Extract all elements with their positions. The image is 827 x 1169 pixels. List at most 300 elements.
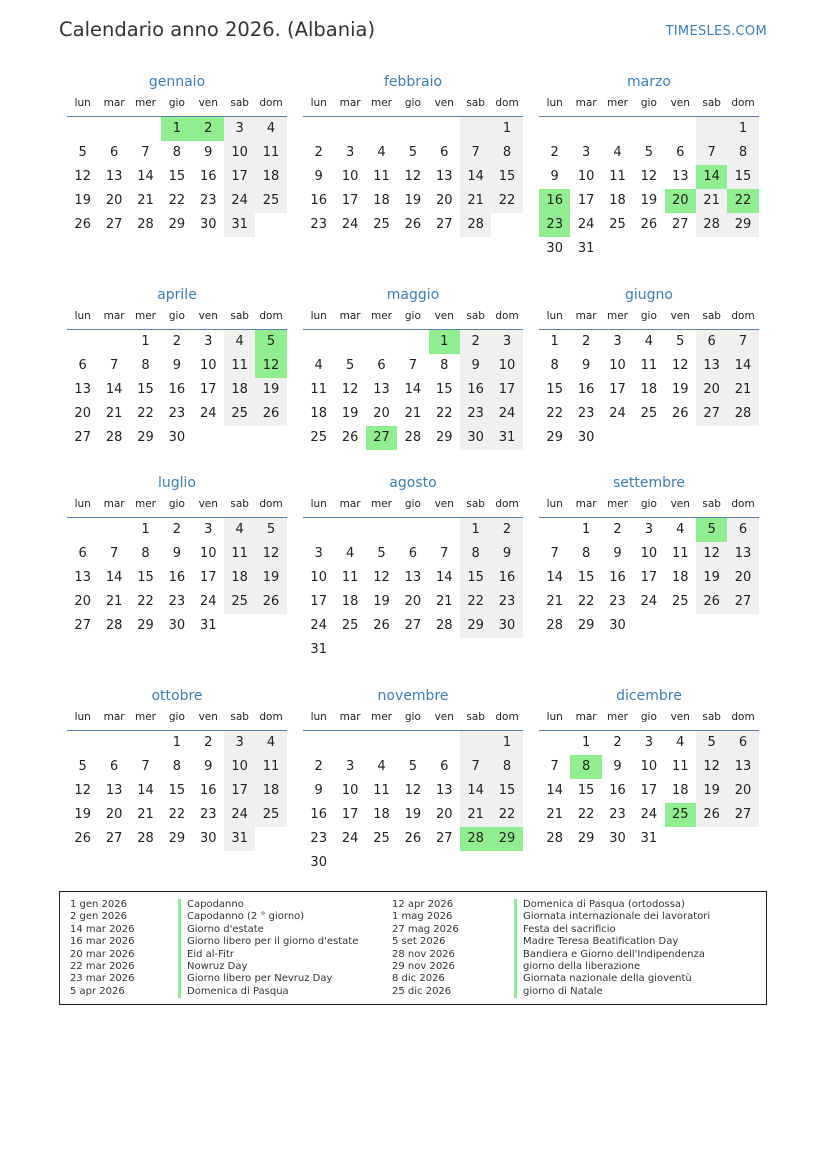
day-cell[interactable]: 12 — [404, 783, 422, 798]
day-cell[interactable]: 24 — [341, 831, 359, 846]
day-cell[interactable]: 23 — [199, 193, 217, 208]
day-cell[interactable]: 16 — [609, 570, 626, 585]
day-cell[interactable]: 29 — [137, 618, 154, 633]
day-cell[interactable]: 11 — [224, 354, 255, 378]
day-cell[interactable]: 23 — [609, 807, 626, 822]
day-cell[interactable]: 15 — [577, 570, 595, 585]
day-cell[interactable]: 18 — [255, 165, 286, 189]
day-cell[interactable]: 26 — [255, 590, 286, 614]
day-cell[interactable]: 17 — [577, 193, 595, 208]
day-cell[interactable]: 31 — [199, 618, 217, 633]
day-cell[interactable]: 10 — [609, 358, 626, 373]
day-cell[interactable]: 15 — [137, 570, 154, 585]
day-cell[interactable]: 18 — [341, 594, 359, 609]
day-cell[interactable]: 30 — [577, 430, 595, 445]
day-cell[interactable]: 17 — [491, 378, 522, 402]
day-cell[interactable]: 28 — [727, 402, 758, 426]
day-cell[interactable]: 12 — [404, 169, 422, 184]
day-cell[interactable]: 13 — [373, 382, 390, 397]
day-cell[interactable]: 2 — [581, 334, 591, 349]
day-cell[interactable]: 5 — [78, 145, 87, 160]
day-cell[interactable]: 29 — [137, 430, 154, 445]
day-cell[interactable]: 21 — [105, 594, 123, 609]
day-cell[interactable]: 11 — [255, 755, 286, 779]
day-cell[interactable]: 22 — [491, 189, 522, 213]
day-cell[interactable]: 11 — [310, 382, 327, 397]
day-cell[interactable]: 20 — [74, 594, 91, 609]
day-cell[interactable]: 28 — [105, 618, 123, 633]
day-cell[interactable]: 23 — [310, 217, 327, 232]
day-cell[interactable]: 22 — [435, 406, 453, 421]
day-cell[interactable]: 26 — [404, 831, 422, 846]
day-cell[interactable]: 18 — [255, 779, 286, 803]
day-cell[interactable]: 22 — [577, 594, 595, 609]
day-cell[interactable]: 28 — [696, 213, 727, 237]
day-cell[interactable]: 13 — [105, 783, 123, 798]
day-cell[interactable]: 11 — [224, 542, 255, 566]
day-cell[interactable]: 8 — [581, 546, 591, 561]
day-cell[interactable]: 19 — [671, 382, 689, 397]
day-cell[interactable]: 18 — [224, 378, 255, 402]
day-cell[interactable]: 1 — [429, 330, 460, 354]
day-cell[interactable]: 14 — [727, 354, 758, 378]
day-cell[interactable]: 10 — [640, 546, 658, 561]
day-cell[interactable]: 3 — [613, 334, 622, 349]
day-cell[interactable]: 21 — [546, 594, 563, 609]
day-cell[interactable]: 17 — [310, 594, 327, 609]
day-cell[interactable]: 18 — [373, 807, 390, 822]
day-cell[interactable]: 8 — [440, 358, 449, 373]
day-cell[interactable]: 27 — [105, 217, 123, 232]
day-cell[interactable]: 5 — [644, 145, 653, 160]
day-cell[interactable]: 4 — [613, 145, 622, 160]
day-cell[interactable]: 27 — [727, 590, 758, 614]
day-cell[interactable]: 19 — [404, 193, 422, 208]
day-cell[interactable]: 19 — [696, 566, 727, 590]
day-cell[interactable]: 24 — [310, 618, 327, 633]
day-cell[interactable]: 26 — [640, 217, 658, 232]
day-cell[interactable]: 13 — [727, 755, 758, 779]
day-cell[interactable]: 12 — [640, 169, 658, 184]
day-cell[interactable]: 3 — [224, 117, 255, 141]
day-cell[interactable]: 6 — [727, 518, 758, 542]
day-cell[interactable]: 14 — [696, 165, 727, 189]
day-cell[interactable]: 25 — [373, 217, 390, 232]
day-cell[interactable]: 4 — [345, 546, 355, 561]
day-cell[interactable]: 24 — [609, 406, 626, 421]
day-cell[interactable]: 17 — [199, 382, 217, 397]
day-cell[interactable]: 7 — [141, 759, 150, 774]
day-cell[interactable]: 21 — [137, 807, 154, 822]
day-cell[interactable]: 9 — [314, 169, 323, 184]
day-cell[interactable]: 26 — [74, 831, 91, 846]
day-cell[interactable]: 20 — [435, 193, 453, 208]
day-cell[interactable]: 29 — [491, 827, 522, 851]
day-cell[interactable]: 18 — [640, 382, 658, 397]
day-cell[interactable]: 16 — [310, 193, 327, 208]
day-cell[interactable]: 2 — [172, 334, 181, 349]
day-cell[interactable]: 22 — [168, 807, 186, 822]
day-cell[interactable]: 30 — [609, 618, 626, 633]
day-cell[interactable]: 6 — [440, 759, 449, 774]
day-cell[interactable]: 1 — [581, 522, 591, 537]
day-cell[interactable]: 5 — [408, 759, 417, 774]
day-cell[interactable]: 17 — [199, 570, 217, 585]
day-cell[interactable]: 4 — [255, 731, 286, 755]
day-cell[interactable]: 12 — [255, 542, 286, 566]
day-cell[interactable]: 5 — [78, 759, 87, 774]
day-cell[interactable]: 25 — [671, 594, 689, 609]
day-cell[interactable]: 22 — [727, 189, 758, 213]
day-cell[interactable]: 22 — [137, 594, 154, 609]
day-cell[interactable]: 9 — [460, 354, 491, 378]
day-cell[interactable]: 17 — [224, 779, 255, 803]
day-cell[interactable]: 8 — [570, 755, 601, 779]
day-cell[interactable]: 23 — [199, 807, 217, 822]
day-cell[interactable]: 23 — [539, 213, 570, 237]
day-cell[interactable]: 2 — [193, 117, 224, 141]
day-cell[interactable]: 10 — [341, 783, 359, 798]
day-cell[interactable]: 28 — [435, 618, 453, 633]
day-cell[interactable]: 13 — [727, 542, 758, 566]
day-cell[interactable]: 13 — [696, 354, 727, 378]
day-cell[interactable]: 19 — [640, 193, 658, 208]
day-cell[interactable]: 14 — [546, 570, 563, 585]
day-cell[interactable]: 1 — [161, 117, 192, 141]
day-cell[interactable]: 26 — [341, 430, 359, 445]
day-cell[interactable]: 29 — [546, 430, 563, 445]
day-cell[interactable]: 25 — [341, 618, 359, 633]
day-cell[interactable]: 18 — [671, 783, 689, 798]
day-cell[interactable]: 12 — [373, 570, 390, 585]
day-cell[interactable]: 11 — [609, 169, 626, 184]
day-cell[interactable]: 1 — [141, 522, 150, 537]
day-cell[interactable]: 17 — [640, 570, 658, 585]
day-cell[interactable]: 2 — [314, 145, 323, 160]
day-cell[interactable]: 30 — [609, 831, 626, 846]
day-cell[interactable]: 7 — [408, 358, 417, 373]
day-cell[interactable]: 29 — [168, 217, 186, 232]
day-cell[interactable]: 28 — [137, 831, 154, 846]
site-link[interactable]: TIMESLES.COM — [665, 24, 767, 39]
day-cell[interactable]: 1 — [172, 735, 181, 750]
day-cell[interactable]: 22 — [137, 406, 154, 421]
day-cell[interactable]: 14 — [435, 570, 453, 585]
day-cell[interactable]: 4 — [224, 330, 255, 354]
day-cell[interactable]: 8 — [727, 141, 758, 165]
day-cell[interactable]: 18 — [373, 193, 390, 208]
day-cell[interactable]: 31 — [491, 426, 522, 450]
day-cell[interactable]: 25 — [665, 803, 696, 827]
day-cell[interactable]: 16 — [199, 169, 217, 184]
day-cell[interactable]: 27 — [435, 217, 453, 232]
day-cell[interactable]: 14 — [460, 165, 491, 189]
day-cell[interactable]: 24 — [491, 402, 522, 426]
day-cell[interactable]: 23 — [460, 402, 491, 426]
day-cell[interactable]: 13 — [74, 570, 91, 585]
day-cell[interactable]: 7 — [550, 759, 559, 774]
day-cell[interactable]: 17 — [341, 807, 359, 822]
day-cell[interactable]: 28 — [137, 217, 154, 232]
day-cell[interactable]: 7 — [727, 330, 758, 354]
day-cell[interactable]: 5 — [696, 518, 727, 542]
day-cell[interactable]: 7 — [550, 546, 559, 561]
day-cell[interactable]: 1 — [491, 117, 522, 141]
day-cell[interactable]: 17 — [341, 193, 359, 208]
day-cell[interactable]: 20 — [665, 189, 696, 213]
day-cell[interactable]: 26 — [404, 217, 422, 232]
day-cell[interactable]: 11 — [373, 169, 390, 184]
day-cell[interactable]: 9 — [550, 169, 559, 184]
day-cell[interactable]: 19 — [341, 406, 359, 421]
day-cell[interactable]: 6 — [377, 358, 386, 373]
day-cell[interactable]: 30 — [168, 618, 186, 633]
day-cell[interactable]: 2 — [613, 522, 622, 537]
day-cell[interactable]: 6 — [109, 759, 119, 774]
day-cell[interactable]: 6 — [727, 731, 758, 755]
day-cell[interactable]: 30 — [199, 831, 217, 846]
day-cell[interactable]: 24 — [224, 803, 255, 827]
day-cell[interactable]: 15 — [137, 382, 154, 397]
day-cell[interactable]: 7 — [109, 358, 119, 373]
day-cell[interactable]: 14 — [546, 783, 563, 798]
day-cell[interactable]: 29 — [460, 614, 491, 638]
day-cell[interactable]: 6 — [109, 145, 119, 160]
day-cell[interactable]: 20 — [727, 779, 758, 803]
day-cell[interactable]: 7 — [696, 141, 727, 165]
day-cell[interactable]: 19 — [373, 594, 390, 609]
day-cell[interactable]: 10 — [310, 570, 327, 585]
day-cell[interactable]: 21 — [546, 807, 563, 822]
day-cell[interactable]: 6 — [78, 546, 87, 561]
day-cell[interactable]: 14 — [404, 382, 422, 397]
day-cell[interactable]: 14 — [137, 169, 154, 184]
day-cell[interactable]: 16 — [168, 570, 186, 585]
day-cell[interactable]: 2 — [460, 330, 491, 354]
day-cell[interactable]: 21 — [460, 189, 491, 213]
day-cell[interactable]: 18 — [224, 566, 255, 590]
day-cell[interactable]: 13 — [435, 783, 453, 798]
day-cell[interactable]: 8 — [491, 755, 522, 779]
day-cell[interactable]: 27 — [105, 831, 123, 846]
day-cell[interactable]: 12 — [74, 169, 91, 184]
day-cell[interactable]: 4 — [255, 117, 286, 141]
day-cell[interactable]: 5 — [345, 358, 355, 373]
day-cell[interactable]: 15 — [460, 566, 491, 590]
day-cell[interactable]: 3 — [644, 735, 653, 750]
day-cell[interactable]: 29 — [168, 831, 186, 846]
day-cell[interactable]: 17 — [609, 382, 626, 397]
day-cell[interactable]: 21 — [727, 378, 758, 402]
day-cell[interactable]: 22 — [546, 406, 563, 421]
day-cell[interactable]: 24 — [640, 594, 658, 609]
day-cell[interactable]: 1 — [581, 735, 591, 750]
day-cell[interactable]: 7 — [109, 546, 119, 561]
day-cell[interactable]: 3 — [314, 546, 323, 561]
day-cell[interactable]: 1 — [491, 731, 522, 755]
day-cell[interactable]: 31 — [640, 831, 658, 846]
day-cell[interactable]: 5 — [377, 546, 386, 561]
day-cell[interactable]: 5 — [255, 330, 286, 354]
day-cell[interactable]: 19 — [74, 807, 91, 822]
day-cell[interactable]: 28 — [460, 827, 491, 851]
day-cell[interactable]: 2 — [491, 518, 522, 542]
day-cell[interactable]: 19 — [255, 378, 286, 402]
day-cell[interactable]: 25 — [310, 430, 327, 445]
day-cell[interactable]: 16 — [491, 566, 522, 590]
day-cell[interactable]: 9 — [581, 358, 591, 373]
day-cell[interactable]: 16 — [460, 378, 491, 402]
day-cell[interactable]: 1 — [550, 334, 559, 349]
day-cell[interactable]: 15 — [168, 169, 186, 184]
day-cell[interactable]: 6 — [408, 546, 417, 561]
day-cell[interactable]: 21 — [137, 193, 154, 208]
day-cell[interactable]: 15 — [491, 779, 522, 803]
day-cell[interactable]: 5 — [408, 145, 417, 160]
day-cell[interactable]: 10 — [341, 169, 359, 184]
day-cell[interactable]: 26 — [696, 803, 727, 827]
day-cell[interactable]: 24 — [224, 189, 255, 213]
day-cell[interactable]: 20 — [727, 566, 758, 590]
day-cell[interactable]: 13 — [671, 169, 689, 184]
day-cell[interactable]: 21 — [696, 189, 727, 213]
day-cell[interactable]: 20 — [74, 406, 91, 421]
day-cell[interactable]: 24 — [577, 217, 595, 232]
day-cell[interactable]: 9 — [613, 546, 622, 561]
day-cell[interactable]: 4 — [314, 358, 323, 373]
day-cell[interactable]: 27 — [696, 402, 727, 426]
day-cell[interactable]: 9 — [204, 145, 213, 160]
day-cell[interactable]: 8 — [172, 759, 181, 774]
day-cell[interactable]: 15 — [577, 783, 595, 798]
day-cell[interactable]: 19 — [255, 566, 286, 590]
day-cell[interactable]: 9 — [314, 783, 323, 798]
day-cell[interactable]: 19 — [404, 807, 422, 822]
day-cell[interactable]: 8 — [172, 145, 181, 160]
day-cell[interactable]: 3 — [345, 759, 355, 774]
day-cell[interactable]: 9 — [172, 546, 181, 561]
day-cell[interactable]: 27 — [74, 430, 91, 445]
day-cell[interactable]: 4 — [377, 145, 386, 160]
day-cell[interactable]: 10 — [199, 358, 217, 373]
day-cell[interactable]: 11 — [640, 358, 658, 373]
day-cell[interactable]: 30 — [460, 426, 491, 450]
day-cell[interactable]: 4 — [377, 759, 386, 774]
day-cell[interactable]: 27 — [727, 803, 758, 827]
day-cell[interactable]: 3 — [644, 522, 653, 537]
day-cell[interactable]: 25 — [255, 803, 286, 827]
day-cell[interactable]: 10 — [577, 169, 595, 184]
day-cell[interactable]: 26 — [373, 618, 390, 633]
day-cell[interactable]: 12 — [341, 382, 359, 397]
day-cell[interactable]: 9 — [613, 759, 622, 774]
day-cell[interactable]: 13 — [404, 570, 422, 585]
day-cell[interactable]: 10 — [491, 354, 522, 378]
day-cell[interactable]: 16 — [609, 783, 626, 798]
day-cell[interactable]: 11 — [255, 141, 286, 165]
day-cell[interactable]: 10 — [199, 546, 217, 561]
day-cell[interactable]: 8 — [491, 141, 522, 165]
day-cell[interactable]: 21 — [460, 803, 491, 827]
day-cell[interactable]: 8 — [141, 546, 150, 561]
day-cell[interactable]: 13 — [105, 169, 123, 184]
day-cell[interactable]: 15 — [546, 382, 563, 397]
day-cell[interactable]: 23 — [310, 831, 327, 846]
day-cell[interactable]: 11 — [341, 570, 359, 585]
day-cell[interactable]: 14 — [105, 570, 123, 585]
day-cell[interactable]: 2 — [172, 522, 181, 537]
day-cell[interactable]: 14 — [137, 783, 154, 798]
day-cell[interactable]: 31 — [224, 827, 255, 851]
day-cell[interactable]: 23 — [168, 594, 186, 609]
day-cell[interactable]: 7 — [460, 141, 491, 165]
day-cell[interactable]: 28 — [105, 430, 123, 445]
day-cell[interactable]: 20 — [105, 193, 123, 208]
day-cell[interactable]: 15 — [727, 165, 758, 189]
day-cell[interactable]: 13 — [435, 169, 453, 184]
day-cell[interactable]: 4 — [676, 735, 685, 750]
day-cell[interactable]: 8 — [141, 358, 150, 373]
day-cell[interactable]: 26 — [255, 402, 286, 426]
day-cell[interactable]: 31 — [224, 213, 255, 237]
day-cell[interactable]: 5 — [255, 518, 286, 542]
day-cell[interactable]: 23 — [168, 406, 186, 421]
day-cell[interactable]: 6 — [696, 330, 727, 354]
day-cell[interactable]: 22 — [577, 807, 595, 822]
day-cell[interactable]: 20 — [435, 807, 453, 822]
day-cell[interactable]: 2 — [204, 735, 213, 750]
day-cell[interactable]: 4 — [224, 518, 255, 542]
day-cell[interactable]: 10 — [224, 755, 255, 779]
day-cell[interactable]: 20 — [696, 378, 727, 402]
day-cell[interactable]: 9 — [204, 759, 213, 774]
day-cell[interactable]: 9 — [491, 542, 522, 566]
day-cell[interactable]: 10 — [224, 141, 255, 165]
day-cell[interactable]: 5 — [676, 334, 685, 349]
day-cell[interactable]: 6 — [78, 358, 87, 373]
day-cell[interactable]: 21 — [404, 406, 422, 421]
day-cell[interactable]: 14 — [105, 382, 123, 397]
day-cell[interactable]: 27 — [366, 426, 397, 450]
day-cell[interactable]: 4 — [644, 334, 653, 349]
day-cell[interactable]: 12 — [255, 354, 286, 378]
day-cell[interactable]: 3 — [204, 522, 213, 537]
day-cell[interactable]: 6 — [676, 145, 685, 160]
day-cell[interactable]: 5 — [696, 731, 727, 755]
day-cell[interactable]: 31 — [577, 241, 595, 256]
day-cell[interactable]: 18 — [310, 406, 327, 421]
day-cell[interactable]: 3 — [491, 330, 522, 354]
day-cell[interactable]: 29 — [727, 213, 758, 237]
day-cell[interactable]: 27 — [74, 618, 91, 633]
day-cell[interactable]: 16 — [168, 382, 186, 397]
day-cell[interactable]: 26 — [696, 590, 727, 614]
day-cell[interactable]: 24 — [640, 807, 658, 822]
day-cell[interactable]: 19 — [696, 779, 727, 803]
day-cell[interactable]: 12 — [74, 783, 91, 798]
day-cell[interactable]: 18 — [609, 193, 626, 208]
day-cell[interactable]: 24 — [199, 594, 217, 609]
day-cell[interactable]: 11 — [373, 783, 390, 798]
day-cell[interactable]: 22 — [491, 803, 522, 827]
day-cell[interactable]: 11 — [671, 759, 689, 774]
day-cell[interactable]: 24 — [341, 217, 359, 232]
day-cell[interactable]: 28 — [404, 430, 422, 445]
day-cell[interactable]: 1 — [141, 334, 150, 349]
day-cell[interactable]: 22 — [168, 193, 186, 208]
day-cell[interactable]: 2 — [613, 735, 622, 750]
day-cell[interactable]: 2 — [550, 145, 559, 160]
